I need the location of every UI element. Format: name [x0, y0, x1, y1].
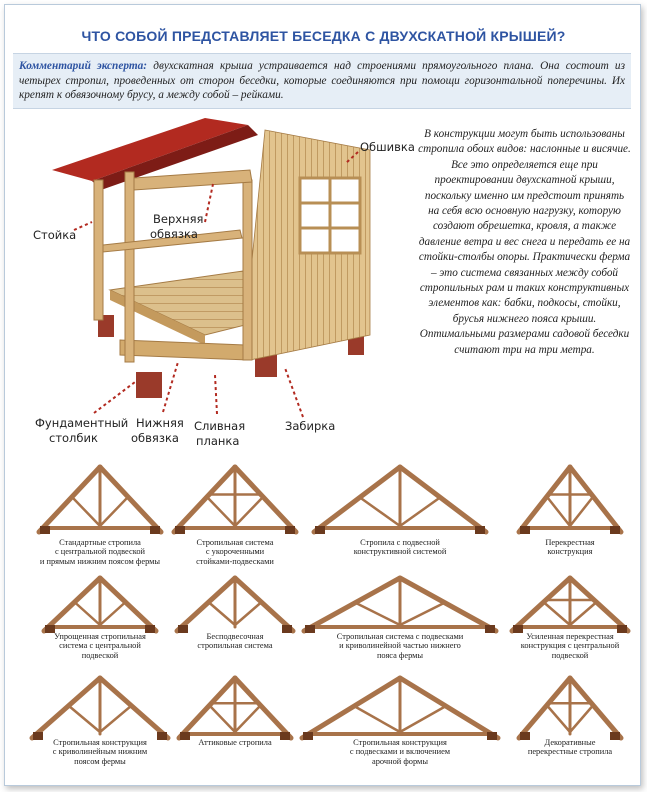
- label-fundament-2: столбик: [49, 431, 98, 445]
- side-text: В конструкции могут быть использованы стропила обоих видов: наслонные и висячие. Все это определяется еще при проектировании двухскатной крыши, поскольку именно им предстоит принять на себя всю основную нагрузку, которую создают обрешетка, кровля, а также давление ветра и вес снега и передать ее на стойки-столбы опоры. Практически ферма – это система связанных между собой стропильных рам и таких конструктивных элементов как: бабки, подкосы, стойки, брусья нижнего пояса крыши. Оптимальными размерами садовой беседки считают три на три метра.: [418, 128, 631, 356]
- expert-label: Комментарий эксперта:: [19, 60, 148, 72]
- label-nizhnyaya-2: обвязка: [131, 431, 179, 445]
- truss-diagram: [177, 578, 293, 633]
- label-slivnaya-1: Сливная: [194, 419, 246, 433]
- truss-diagram: [302, 678, 498, 740]
- label-verhnyaya-1: Верхняя: [153, 212, 204, 226]
- truss-caption: Стропильная система с подвесками и криволинейной частью нижнего пояса фермы: [336, 632, 464, 660]
- label-stoyka: Стойка: [33, 228, 77, 242]
- truss-caption: Аттиковые стропила: [198, 738, 272, 747]
- label-nizhnyaya-1: Нижняя: [136, 416, 184, 430]
- truss-caption: Упрощенная стропильная система с центральной подвеской: [54, 632, 146, 660]
- label-slivnaya-2: планка: [196, 434, 240, 448]
- truss-diagram: [174, 467, 296, 534]
- truss-caption: Усиленная перекрестная конструкция с центральной подвеской: [520, 632, 620, 660]
- truss-diagram: [314, 467, 486, 534]
- expert-text: двухскатная крыша устраивается над строениями прямоугольного плана. Она состоит из четырех стропил, проведенных от сторон беседки, которые соединяются при помощи горизонтальной поперечины. Их крепят к обвязочному брусу, а между собой – рейками.: [19, 60, 625, 101]
- page-title: ЧТО СОБОЙ ПРЕДСТАВЛЯЕТ БЕСЕДКА С ДВУХСКАТНОЙ КРЫШЕЙ?: [81, 28, 566, 44]
- truss-diagram: [179, 678, 291, 740]
- truss-caption: Стандартные стропила с центральной подвеской и прямым нижним поясом фермы: [39, 538, 161, 566]
- truss-diagram: [519, 678, 621, 740]
- label-zabirka: Забирка: [285, 419, 336, 433]
- truss-caption: Стропильная система с укороченными стойками-подвесками: [196, 538, 274, 566]
- truss-diagram: [519, 467, 621, 534]
- truss-diagram: [44, 578, 156, 633]
- label-fundament-1: Фундаментный: [35, 416, 129, 430]
- truss-diagram: [304, 578, 496, 633]
- truss-caption: Стропильная конструкция с подвесками и включением арочной формы: [349, 738, 451, 766]
- label-obshivka: Обшивка: [360, 140, 415, 154]
- truss-diagram: [512, 578, 628, 633]
- truss-caption: Декоративные перекрестные стропила: [527, 738, 613, 757]
- truss-caption: Бесподвесочная стропильная система: [197, 632, 273, 651]
- truss-caption: Перекрестная конструкция: [545, 538, 595, 557]
- truss-caption: Стропила с подвесной конструктивной системой: [353, 538, 447, 557]
- label-verhnyaya-2: обвязка: [150, 227, 198, 241]
- truss-diagram: [39, 467, 161, 534]
- truss-caption: Стропильная конструкция с криволинейным нижним поясом фермы: [52, 738, 148, 766]
- truss-diagram: [32, 678, 168, 740]
